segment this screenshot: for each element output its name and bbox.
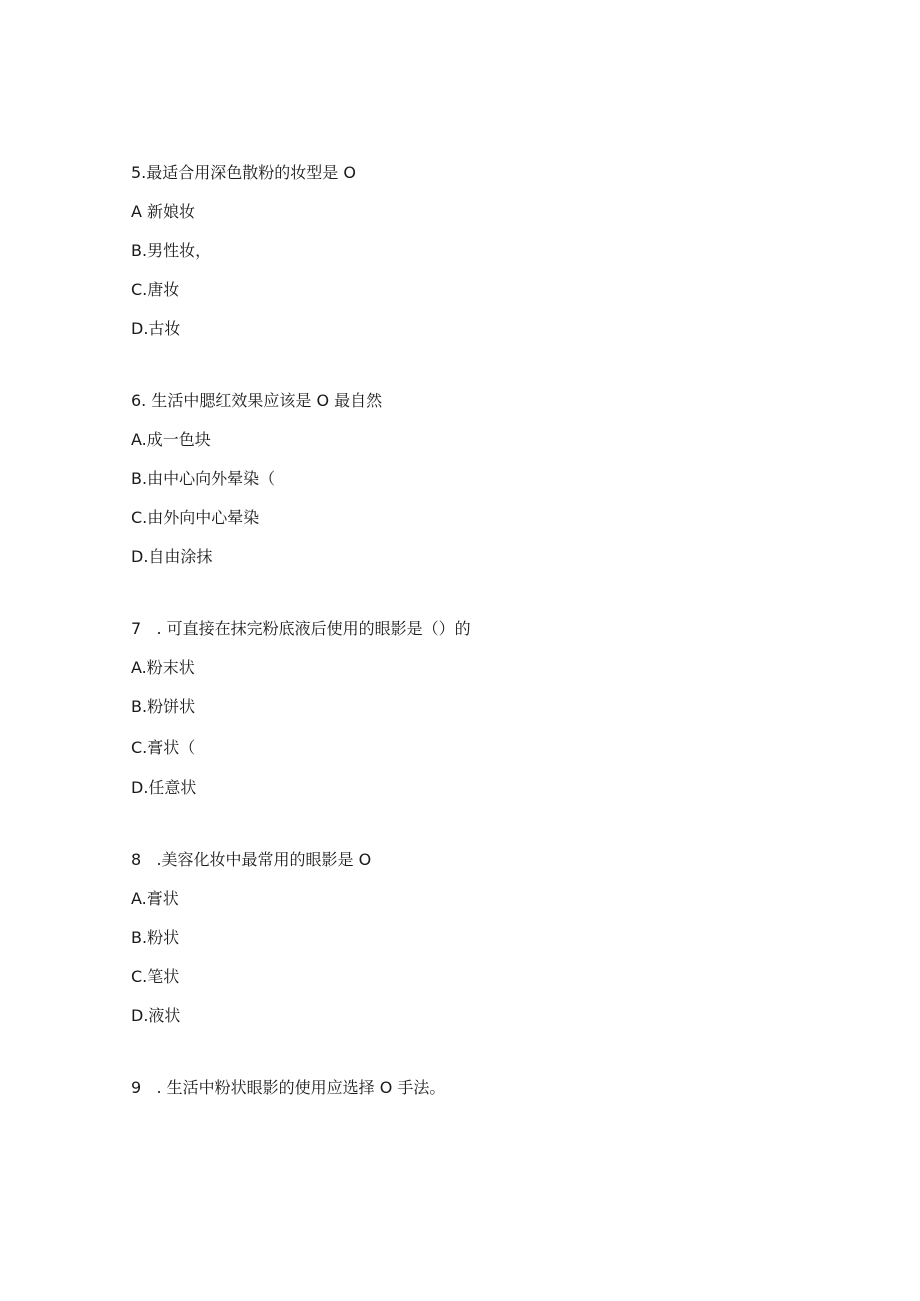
question-6-option-d: D.自由涂抹 [131, 547, 213, 566]
question-7-option-d: D.任意状 [131, 778, 197, 797]
question-7-option-a: A.粉末状 [131, 658, 195, 677]
question-8-option-c: C.笔状 [131, 967, 180, 986]
question-8-option-a: A.膏状 [131, 889, 179, 908]
question-9-stem: 9 . 生活中粉状眼影的使用应选择 O 手法。 [131, 1078, 446, 1097]
question-8-option-d: D.液状 [131, 1006, 181, 1025]
question-8-option-b: B.粉状 [131, 928, 180, 947]
question-6-option-a: A.成一色块 [131, 430, 211, 449]
question-7-option-c: C.膏状（ [131, 738, 196, 757]
question-7-option-b: B.粉饼状 [131, 697, 196, 716]
question-5-option-b: B.男性妆， [131, 241, 212, 260]
question-7-stem: 7 . 可直接在抹完粉底液后使用的眼影是（）的 [131, 619, 471, 638]
question-5-stem: 5.最适合用深色散粉的妆型是 O [131, 163, 356, 182]
question-6-option-b: B.由中心向外晕染（ [131, 469, 276, 488]
question-6-option-c: C.由外向中心晕染 [131, 508, 260, 527]
question-6-stem: 6. 生活中腮红效果应该是 O 最自然 [131, 391, 383, 410]
question-5-option-c: C.唐妆 [131, 280, 180, 299]
question-5-option-a: A 新娘妆 [131, 202, 196, 221]
question-5-option-d: D.古妆 [131, 319, 181, 338]
question-8-stem: 8 .美容化妆中最常用的眼影是 O [131, 850, 372, 869]
